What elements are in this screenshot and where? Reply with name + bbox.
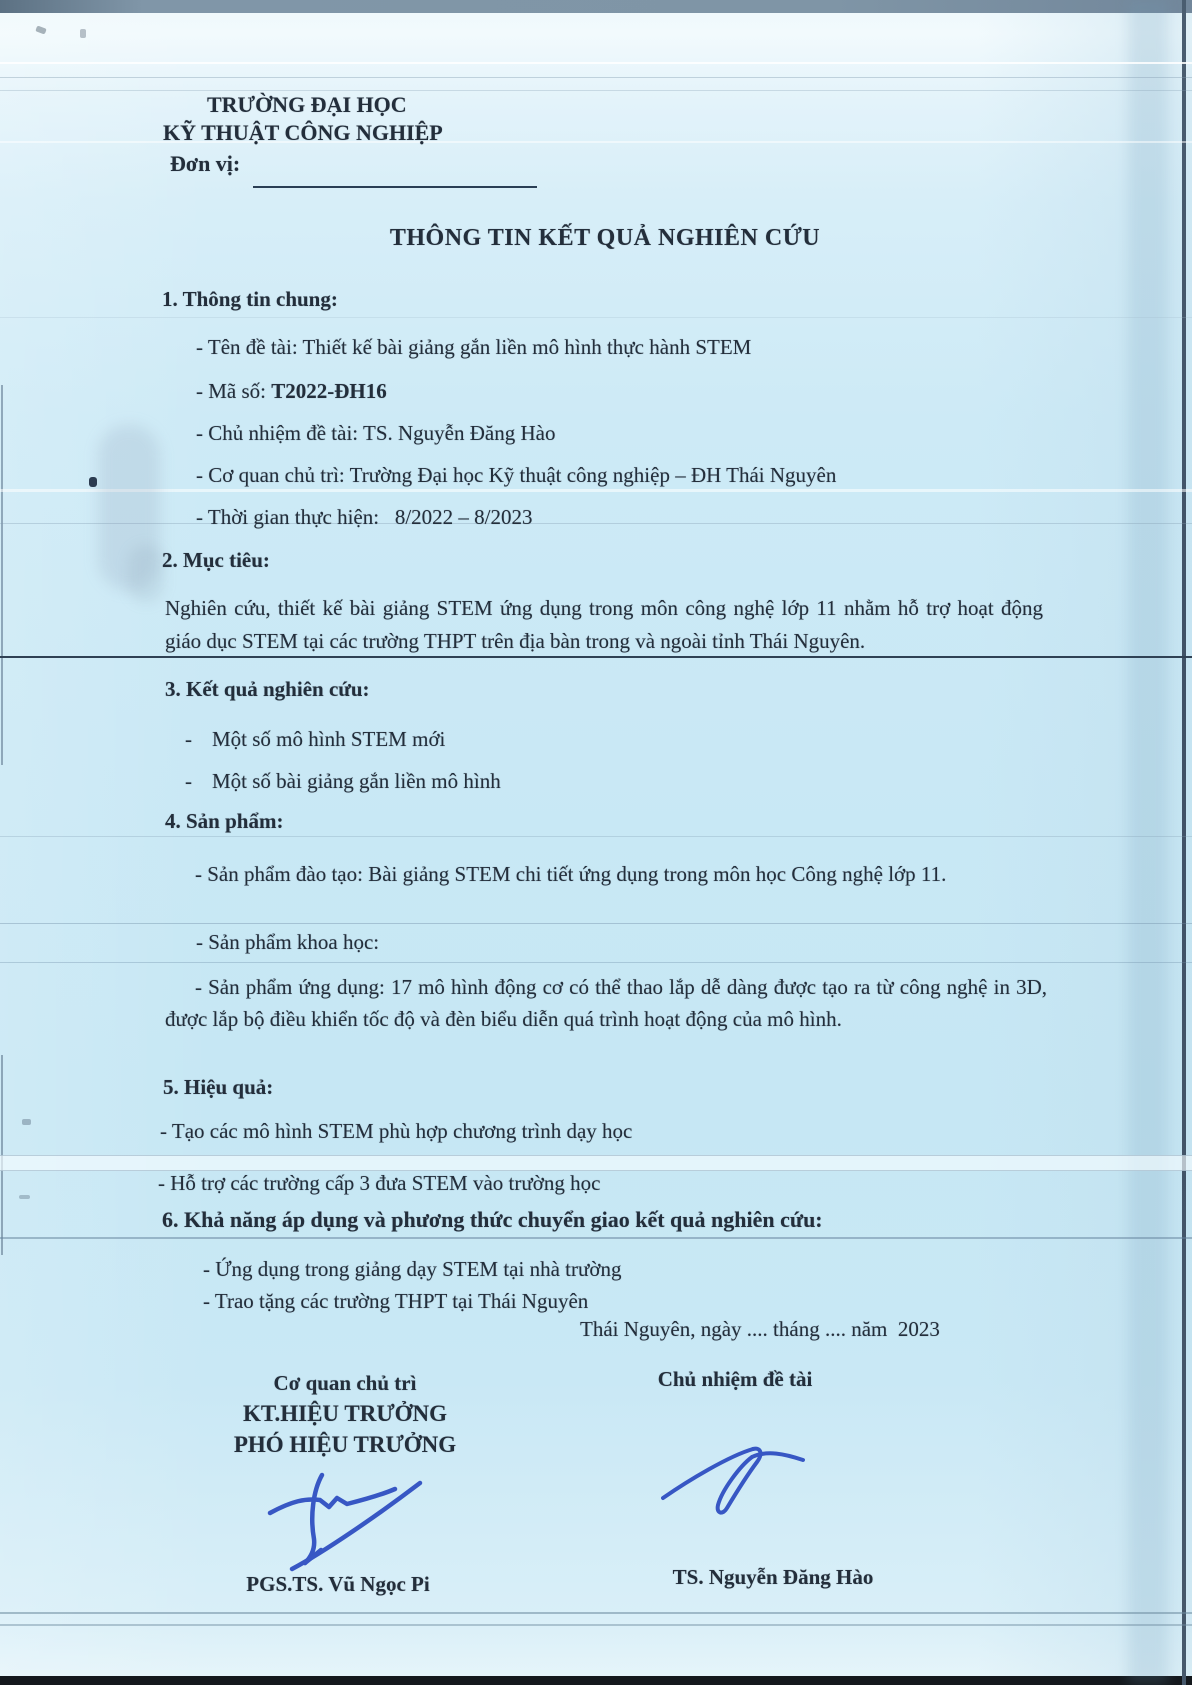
- scan-line: [0, 77, 1192, 78]
- effect-item-2: - Hỗ trợ các trường cấp 3 đưa STEM vào trường học: [158, 1171, 601, 1195]
- page-right-edge: [1182, 0, 1186, 1685]
- signature-ink-right: [655, 1440, 820, 1530]
- field-topic-name: - Tên đề tài: Thiết kế bài giảng gắn liền mô hình thực hành STEM: [196, 335, 752, 359]
- scan-line: [0, 1612, 1192, 1614]
- unit-underline: [253, 186, 537, 188]
- scan-line: [0, 836, 1192, 837]
- signature-ink-left: [262, 1455, 462, 1575]
- field-code-label: - Mã số:: [196, 379, 272, 403]
- scan-line: [0, 923, 1192, 924]
- field-code: [196, 380, 387, 402]
- scan-line: [0, 317, 1192, 318]
- org-name-line2: KỸ THUẬT CÔNG NGHIỆP: [163, 120, 443, 145]
- transfer-item-1: - Ứng dụng trong giảng dạy STEM tại nhà trường: [203, 1257, 622, 1281]
- scan-line: [0, 962, 1192, 963]
- result-bullet-2: [185, 770, 501, 792]
- product-application: - Sản phẩm ứng dụng: 17 mô hình động cơ có thể thao lắp dễ dàng được tạo ra từ công nghệ in 3D, được lắp bộ điều khiển tốc độ và đèn biểu diễn quá trình hoạt động của mô hình.: [165, 975, 1053, 1031]
- effect-item-1: - Tạo các mô hình STEM phù hợp chương trình dạy học: [160, 1119, 633, 1143]
- scan-line: [0, 489, 1192, 492]
- scan-bottom-band: [0, 1676, 1192, 1685]
- scan-top-band: [0, 0, 1192, 13]
- sign-right-role: Chủ nhiệm đề tài: [657, 1367, 813, 1391]
- section-1-heading: 1. Thông tin chung:: [162, 287, 338, 311]
- bullet-text: Một số mô hình STEM mới: [212, 727, 446, 751]
- scan-speck: [22, 1119, 31, 1125]
- scan-speck: [19, 1195, 30, 1199]
- scan-speck: [35, 25, 46, 34]
- product-science: - Sản phẩm khoa học:: [196, 930, 380, 954]
- page-right-margin-shade: [1128, 0, 1168, 1685]
- sign-left-role: Cơ quan chủ trì: [273, 1371, 417, 1395]
- scan-speck: [80, 29, 86, 38]
- scan-line: [0, 90, 1192, 91]
- unit-label: Đơn vị:: [170, 151, 241, 176]
- scan-line: [0, 1624, 1192, 1626]
- page-left-edge-segment-1: [1, 385, 3, 765]
- field-host-org: - Cơ quan chủ trì: Trường Đại học Kỹ thuật công nghiệp – ĐH Thái Nguyên: [196, 463, 837, 487]
- scan-line: [0, 523, 1192, 524]
- section-2-heading: 2. Mục tiêu:: [162, 548, 270, 572]
- result-bullet-1: [185, 728, 445, 750]
- field-duration: - Thời gian thực hiện: 8/2022 – 8/2023: [196, 505, 533, 529]
- field-leader: - Chủ nhiệm đề tài: TS. Nguyễn Đăng Hào: [196, 421, 556, 445]
- place-date-line: Thái Nguyên, ngày .... tháng .... năm 2023: [580, 1317, 940, 1341]
- scan-light-band: [0, 1155, 1192, 1171]
- field-code-value: T2022-ĐH16: [271, 379, 387, 403]
- section-2-body: Nghiên cứu, thiết kế bài giảng STEM ứng dụng trong môn công nghệ lớp 11 nhằm hỗ trợ hoạt động giáo dục STEM tại các trường THPT trên địa bàn trong và ngoài tỉnh Thái Nguyên.: [165, 596, 1049, 653]
- section-4-heading: 4. Sản phẩm:: [165, 809, 284, 833]
- transfer-item-2: - Trao tặng các trường THPT tại Thái Nguyên: [203, 1289, 589, 1313]
- section-3-heading: 3. Kết quả nghiên cứu:: [165, 677, 370, 701]
- sign-left-title1: KT.HIỆU TRƯỞNG: [242, 1401, 448, 1426]
- document-title: THÔNG TIN KẾT QUẢ NGHIÊN CỨU: [389, 225, 821, 251]
- bullet-text: Một số bài giảng gắn liền mô hình: [212, 769, 501, 793]
- bullet-dash: -: [185, 727, 192, 751]
- sign-left-title2: PHÓ HIỆU TRƯỞNG: [233, 1432, 457, 1457]
- section-5-heading: 5. Hiệu quả:: [163, 1075, 274, 1099]
- scan-smudge: [128, 545, 164, 603]
- scan-line: [0, 62, 1192, 64]
- section-6-heading: 6. Khả năng áp dụng và phương thức chuyển giao kết quả nghiên cứu:: [162, 1207, 823, 1232]
- sign-left-name: PGS.TS. Vũ Ngọc Pi: [246, 1572, 430, 1596]
- bullet-dash: -: [185, 769, 192, 793]
- scan-speck: [89, 477, 97, 487]
- sign-right-name: TS. Nguyễn Đăng Hào: [672, 1565, 874, 1589]
- product-training: - Sản phẩm đào tạo: Bài giảng STEM chi tiết ứng dụng trong môn học Công nghệ lớp 11.: [195, 862, 947, 886]
- scan-line: [0, 1237, 1192, 1239]
- org-name-line1: TRƯỜNG ĐẠI HỌC: [207, 92, 407, 117]
